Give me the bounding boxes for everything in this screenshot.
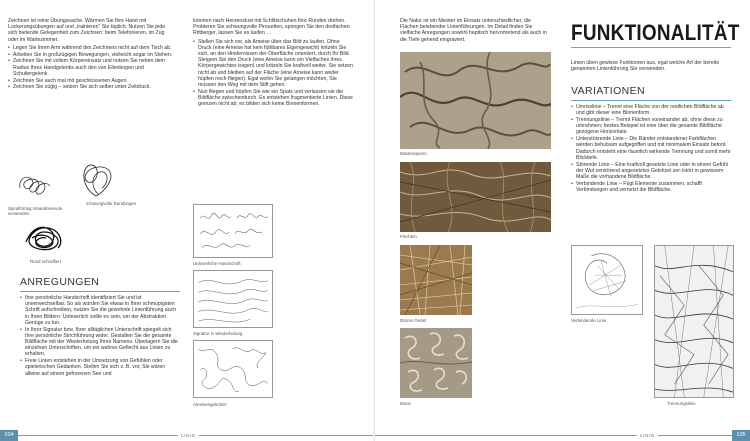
list-item: • Freie Linien entstehen in der Umsetzung von Gefühlen oder spielerischen Gedanken. Stellen Sie sich z. B. vor, Sie wären alleine auf einem gefrorenen See und [20,358,180,377]
caption-swing: schwungvolle Rundungen [86,201,137,206]
photo-madenspuren [400,52,551,149]
photo-flechten [400,162,551,232]
page-number: 104 [0,430,18,441]
col1-intro-block [8,18,175,91]
variationen-block [571,104,731,194]
signature-sketch [193,270,273,328]
photo-moos [400,328,472,398]
page-title: FUNKTIONALITÄT [571,20,740,45]
col1-bullet-list [8,45,175,91]
running-head: LINIE [637,433,658,438]
list-item: • Arbeiten Sie in großzügigen Bewegungen, vielleicht sogar im Stehen. [8,52,175,58]
list-item: • Ihre persönliche Handschrift identifiziert Sie und ist unverwechselbar. So als würden Sie etwas in Ihrer schmupigsten Schrift aufschreiben, nutzen Sie die gewohnte Linienführung auch in Ihren Bildern. Unleserlich sollte es sein, um der Abstraktion Genüge zu tun. [20,295,180,326]
list-item: • Umrisslinie – Trennt eine Fläche von der restlichen Bildfläche ab und gibt dieser eine Binnenform. [571,104,731,116]
title-intro-text: Linien üben gewisse Funktionen aus, egal welche Art der bereits genannten Linienführung Sie verwenden. [571,60,719,73]
list-item: • Nun fliegen und hüpfen Sie wie ein Spatz und verlassen sie die Bildfläche zwischendurch. Es entstehen fragmentierte Linien. Diese grenzen nicht ab; es bilden sich keine Binnenformen. [193,89,353,108]
list-item: • Zeichnen Sie zügig – setzen Sie sich selber unter Zeitdruck. [8,84,175,90]
list-item: • Unterstützende Linie – Die Ränder entstandener Farbflächen werden behutsam aufgegriffen und mit minimalem Einsatz betont. Dadurch entsteht eine räumlich wirkende Trennung und somit mehr Blicktiefe. [571,136,731,161]
right-footer [375,430,750,441]
title-rule [571,47,731,48]
caption-spiral: Spiralförmig mäandrierende verwenden [8,206,63,216]
photo-gras [400,245,472,315]
list-item: • Stellen Sie sich vor, als Ameise über das Bild zu laufen. Ohne Druck (eine Ameise hat kein fühlbares Eigengewicht) kritzeln Sie sich, an den Hindernissen der Oberfläche orientiert, durch Ihr Bild. Steigern Sie den Druck (eine Ameise kann ein Vielfaches ihres Körpergewichtes tragen) und kritzeln Sie kraftvoll weiter. Sie setzen nicht ab und bleiben auf der Fläche (eine Ameise kann weder hüpfen noch fliegen). Egal wohin Sie gelangen möchten, Sie müssen den Weg mit dem Stift gehen. [193,39,353,89]
list-item: • Zeichnen Sie mit vollem Körpereinsatz und nutzen Sie neben dem Radius Ihres Handgelenks auch den von Ellenbogen und Schultergelenk. [8,58,175,77]
section-heading-anregungen: ANREGUNGEN [20,276,100,288]
spiral-sketch [14,168,56,204]
caption-gras: Dürres Geäst [400,318,427,323]
caption-madenspuren: Madenspuren [400,151,427,156]
caption-flechten: Flechten [400,234,417,239]
heading-rule [20,291,180,292]
anregungen-list [20,295,180,377]
caption-scribble: Rund schraffiert [30,259,61,264]
section-heading-variationen: VARIATIONEN [571,85,646,97]
right-intro-block [400,18,550,45]
variationen-list [571,104,731,193]
caption-ameise: Ameisengekritzel [193,402,227,407]
list-item: • Zeichnen Sie auch mal mit geschlossenen Augen. [8,78,175,84]
right-page [375,0,750,441]
title-intro-block [571,60,731,74]
col2-bullet-list [193,39,353,108]
verbindende-sketch [571,245,643,315]
footer-rule [375,435,750,436]
list-item: • Störende Linie – Eine kraftvoll gesetzte Linie oder in einem Gefühl der Wut zerstörend angesetztes Gekritzel zer-/stört in gewissem Maße die vorhandene Bildfläche. [571,162,731,181]
page-number: 105 [732,430,750,441]
trennungslinie-sketch [654,245,734,398]
col2-text-block [193,18,353,108]
right-intro-text: Die Natur ist ein Meister im Einsatz unterschiedlicher, die Flächen belebender Linienführungen. Im Detail finden Sie vielfache Anregungen sowohl haptisch hervortretend als auch in die Tiefe gehend eingraviert. [400,18,547,43]
handwriting-sketch [193,204,273,258]
anregungen-block [20,295,180,377]
list-item: • Verbindende Linie – Fügt Elemente zusammen, schafft Verbindungen und vernetzt die Bildfläche. [571,181,731,193]
subheading-rule [571,100,731,101]
caption-verbindende: Verbindende Linie [571,318,607,323]
caption-signature: Signatur in Wiederholung [193,331,243,336]
running-head: LINIE [178,433,199,438]
caption-moos: Moos [400,401,411,406]
list-item: • In Ihrer Signatur bzw. Ihrer alltäglichen Unterschrift spiegelt sich Ihre persönliche Strichführung wider. Gestalten Sie die gesamte Bildfläche mit der Wiederholung Ihres Namens. Überlagern Sie die einzelnen Unterschriften, um ein wahres Geflecht aus Linien zu erhalten. [20,327,180,358]
swing-sketch [76,160,116,198]
col1-intro-text: Zeichnen ist reine Übungssache. Wärmen Sie Ihre Hand mit Lockerungsübungen auf und „trainieren“ Sie täglich. Nutzen Sie jede sich bietende Gelegenheit zum Zeichnen: beim Telefonieren, im Zug oder im Wartezimmer. [8,18,166,43]
col2-intro-text: könnten nach Herzenslust mit Schlittschuhen Ihre Runden drehen. Probieren Sie schwungvolle Pirouetten, springen Sie den dreifachen Rittberger, lassen Sie es laufen … [193,18,350,37]
ameise-sketch [193,340,273,398]
caption-handwriting: Unleserliche Handschrift [193,261,241,266]
list-item: • Trennungslinie – Trennt Flächen voneinander ab, ohne diese zu umrahmen; bestes Beispiel ist eine über die gesamte Bildfläche gezogene Horizontale. [571,117,731,136]
list-item: • Legen Sie Ihren Arm während des Zeichnens nicht auf dem Tisch ab. [8,45,175,51]
caption-trennungslinie: Trennungslinie [667,401,696,406]
left-footer [0,430,375,441]
scribble-sketch [22,220,68,254]
